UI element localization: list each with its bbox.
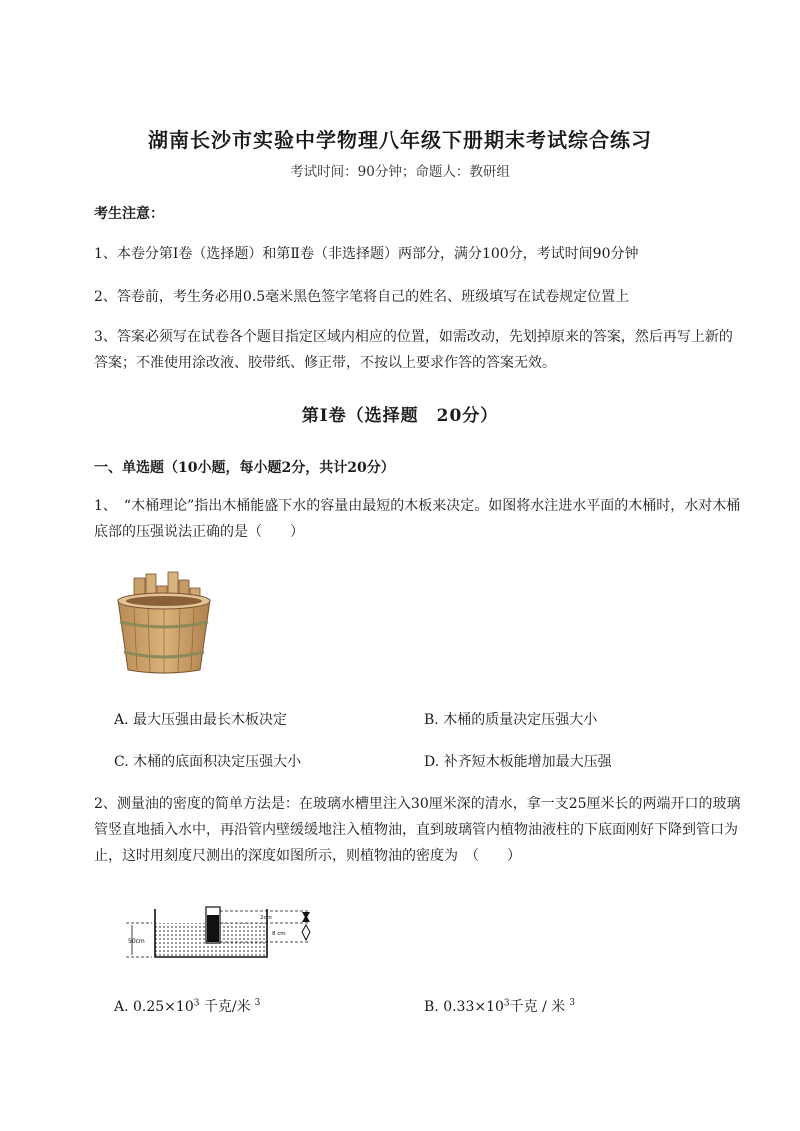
q1-option-a[interactable]: A. 最大压强由最长木板决定 — [114, 712, 288, 728]
q2-option-a-value: A. 0.25×10 — [114, 999, 194, 1015]
question-2-stem: 2、测量油的密度的简单方法是：在玻璃水槽里注入30厘米深的清水，拿一支25厘米长的两端开口的玻璃管竖直地插入水中，再沿管内壁缓缓地注入植物油，直到玻璃管内植物油液柱的下底面刚好下降到管口为止，这时用刻度尺测出的深度如图所示，则植物油的密度为 （ ） — [94, 796, 741, 864]
page-subtitle: 考试时间：90分钟；命题人：教研组 — [290, 164, 510, 180]
notice-item-1: 1、本卷分第I卷（选择题）和第Ⅱ卷（非选择题）两部分，满分100分，考试时间90分钟 — [94, 246, 639, 262]
label-right-top: 2cm — [260, 915, 272, 921]
notice-item-2: 2、答卷前，考生务必用0.5毫米黑色签字笔将自己的姓名、班级填写在试卷规定位置上 — [94, 289, 630, 305]
q2-option-b-value: B. 0.33×10 — [424, 999, 504, 1015]
q1-option-c[interactable]: C. 木桶的底面积决定压强大小 — [114, 754, 302, 770]
page-title: 湖南长沙市实验中学物理八年级下册期末考试综合练习 — [148, 128, 652, 152]
q2-option-a-exp: 3 — [193, 998, 200, 1009]
label-left-depth: 50cm — [128, 938, 145, 945]
section-title: 第I卷（选择题 20分） — [301, 406, 499, 426]
part-heading: 一、单选题（10小题，每小题2分，共计20分） — [94, 460, 395, 476]
wooden-bucket-figure — [112, 570, 216, 676]
q2-option-b[interactable] — [424, 996, 575, 1016]
question-1-stem: 1、 “木桶理论”指出木桶能盛下水的容量由最短的木板来决定。如图将水注进水平面的木桶时，水对木桶底部的压强说法正确的是（ ） — [94, 498, 741, 540]
glass-tank-figure — [122, 905, 322, 961]
notice-heading: 考生注意： — [94, 206, 164, 222]
q2-option-b-unit: 千克 / 米 — [509, 999, 566, 1015]
q2-option-b-exp: 3 — [503, 998, 510, 1009]
notice-item-3: 3、答案必须写在试卷各个题目指定区域内相应的位置，如需改动，先划掉原来的答案，然后再写上新的答案；不准使用涂改液、胶带纸、修正带，不按以上要求作答的答案无效。 — [94, 329, 733, 371]
label-right-mid: 8 cm — [272, 931, 286, 937]
q1-option-b[interactable]: B. 木桶的质量决定压强大小 — [424, 712, 598, 728]
q2-option-a-unit-exp: 3 — [254, 998, 261, 1009]
q2-option-b-unit-exp: 3 — [569, 998, 575, 1009]
q1-option-d[interactable]: D. 补齐短木板能增加最大压强 — [424, 754, 612, 770]
q2-option-a[interactable] — [114, 996, 260, 1016]
q2-option-a-unit: 千克/米 — [199, 999, 251, 1015]
